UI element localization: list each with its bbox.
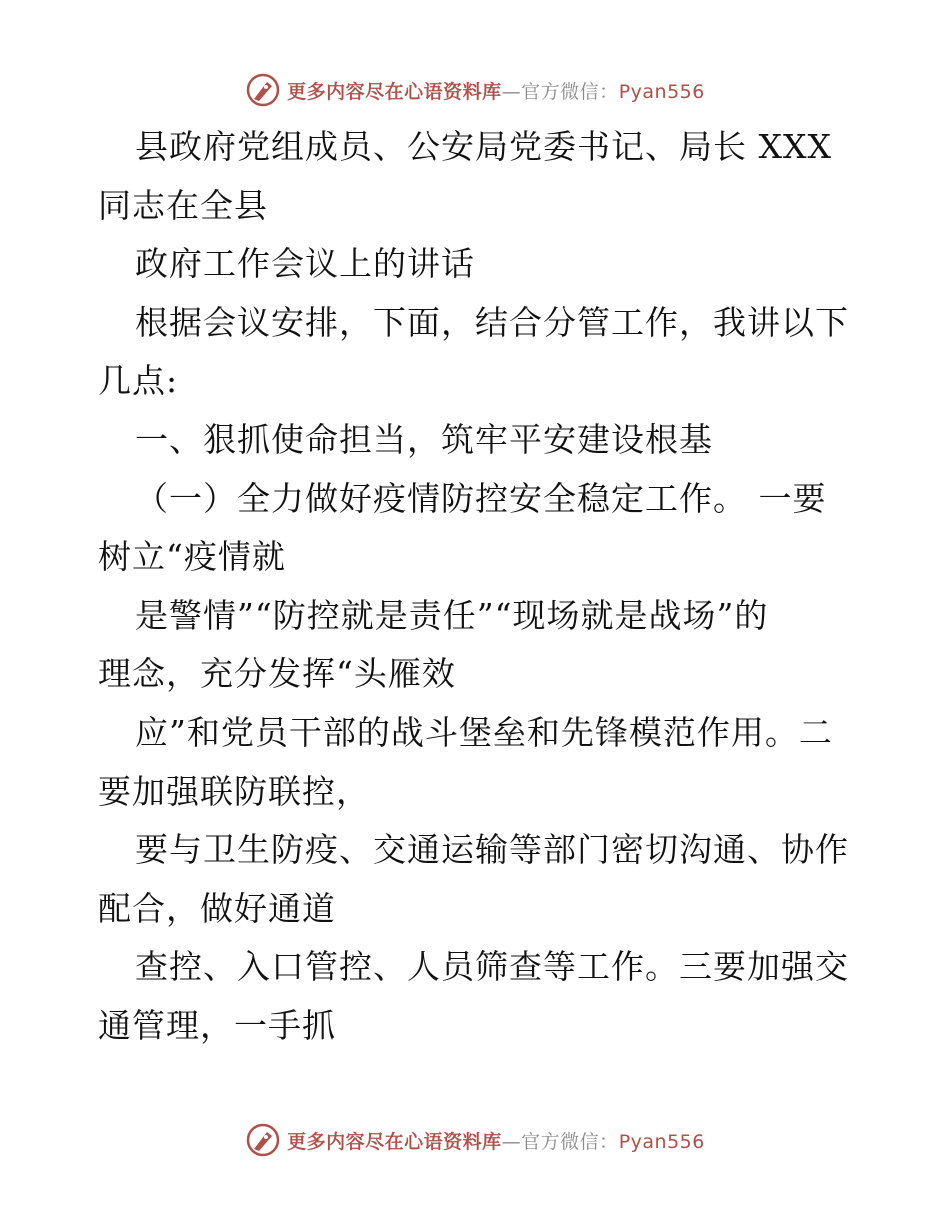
paragraph-line: 几点:	[98, 361, 179, 401]
subsection-heading: （一）全力做好疫情防控安全稳定工作。 一要	[135, 478, 827, 518]
paragraph-line: 是警情”“防控就是责任”“现场就是战场”的	[135, 595, 769, 635]
paragraph-line: 要与卫生防疫、交通运输等部门密切沟通、协作	[135, 830, 849, 870]
header-watermark	[0, 70, 950, 110]
title-line-2: 同志在全县	[98, 185, 268, 225]
watermark-wechat-id: Pyan556	[618, 1130, 705, 1153]
document-body	[98, 118, 858, 1056]
paragraph-line: 配合，做好通道	[98, 888, 336, 928]
paragraph-line: 查控、入口管控、人员筛查等工作。三要加强交	[135, 947, 849, 987]
watermark-wechat-id: Pyan556	[618, 80, 705, 103]
paragraph-line: 要加强联防联控，	[98, 771, 370, 811]
title-line-1: 县政府党组成员、公安局党委书记、局长 XXX	[135, 127, 832, 166]
watermark-main-text: 更多内容尽在心语资料库	[287, 80, 502, 103]
paragraph-line: 根据会议安排，下面，结合分管工作，我讲以下	[135, 302, 849, 342]
paragraph-line: 应”和党员干部的战斗堡垒和先锋模范作用。二	[135, 712, 833, 752]
footer-watermark	[0, 1120, 950, 1160]
watermark-official-text: —官方微信：	[501, 80, 619, 103]
paragraph-line: 通管理，一手抓	[98, 1005, 336, 1045]
watermark-official-text: —官方微信：	[501, 1130, 619, 1153]
section-heading: 一、狠抓使命担当，筑牢平安建设根基	[135, 419, 713, 459]
watermark-main-text: 更多内容尽在心语资料库	[287, 1130, 502, 1153]
paragraph-line: 树立“疫情就	[98, 537, 286, 577]
pen-nib-icon	[245, 1122, 281, 1158]
title-line-3: 政府工作会议上的讲话	[135, 244, 475, 284]
paragraph-line: 理念，充分发挥“头雁效	[98, 654, 456, 694]
pen-nib-icon	[245, 72, 281, 108]
